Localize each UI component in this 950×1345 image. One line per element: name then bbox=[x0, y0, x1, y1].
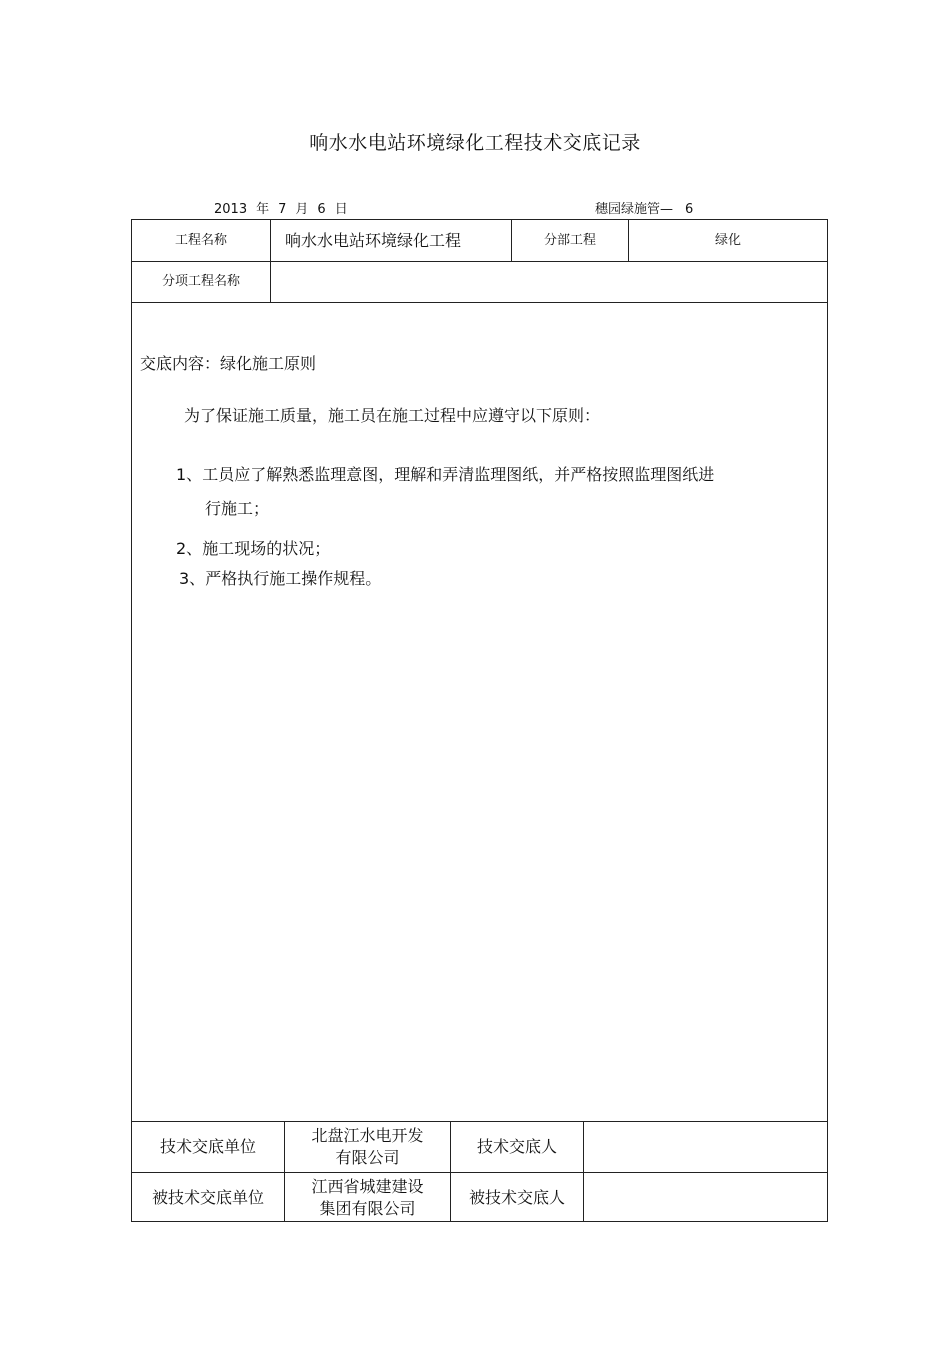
recv-person-value bbox=[584, 1173, 827, 1222]
tech-unit-line1: 北盘江水电开发 bbox=[311, 1126, 424, 1146]
document-title: 响水水电站环境绿化工程技术交底记录 bbox=[309, 132, 641, 154]
date-month: 7 bbox=[278, 202, 287, 217]
tech-unit-value bbox=[285, 1122, 450, 1172]
list-item bbox=[179, 566, 381, 589]
list-item-number: 1、 bbox=[176, 465, 203, 484]
list-item-text: 严格执行施工操作规程。 bbox=[205, 569, 382, 588]
list-item-continuation: 行施工； bbox=[205, 499, 270, 518]
recv-unit-label: 被技术交底单位 bbox=[151, 1187, 264, 1207]
project-name-value: 响水水电站环境绿化工程 bbox=[285, 230, 462, 250]
recv-unit-value bbox=[285, 1173, 450, 1222]
recv-unit-line2: 集团有限公司 bbox=[319, 1198, 416, 1218]
record-date bbox=[214, 198, 357, 217]
content-intro: 为了保证施工质量，施工员在施工过程中应遵守以下原则： bbox=[184, 406, 601, 425]
document-code-number: 6 bbox=[685, 202, 694, 217]
tech-unit-line2: 有限公司 bbox=[335, 1148, 400, 1167]
list-item-text: 施工现场的状况； bbox=[202, 539, 331, 558]
date-day: 6 bbox=[317, 202, 326, 217]
subitem-value bbox=[271, 262, 827, 302]
list-item bbox=[176, 536, 330, 559]
date-day-unit: 日 bbox=[334, 202, 348, 217]
content-heading: 交底内容：绿化施工原则 bbox=[140, 354, 317, 373]
subitem-label: 分项工程名称 bbox=[161, 274, 240, 290]
row-divider bbox=[132, 302, 827, 303]
project-name-label: 工程名称 bbox=[174, 232, 227, 248]
recv-unit-line1: 江西省城建建设 bbox=[311, 1176, 424, 1196]
date-month-unit: 月 bbox=[295, 202, 309, 217]
recv-person-label: 被技术交底人 bbox=[468, 1187, 565, 1207]
list-item-number: 2、 bbox=[176, 539, 203, 558]
list-item bbox=[176, 462, 714, 485]
document-code bbox=[595, 198, 693, 217]
date-year: 2013 bbox=[214, 202, 248, 217]
record-table bbox=[131, 219, 828, 1222]
tech-person-label: 技术交底人 bbox=[476, 1137, 557, 1157]
division-value: 绿化 bbox=[714, 232, 741, 248]
list-item-text: 工员应了解熟悉监理意图，理解和弄清监理图纸，并严格按照监理图纸进 bbox=[202, 465, 715, 484]
list-item-number: 3、 bbox=[179, 569, 206, 588]
division-label: 分部工程 bbox=[543, 232, 596, 248]
tech-unit-label: 技术交底单位 bbox=[159, 1137, 256, 1157]
tech-person-value bbox=[584, 1122, 827, 1172]
document-code-label: 穗园绿施管— bbox=[595, 202, 674, 217]
date-year-unit: 年 bbox=[256, 202, 270, 217]
